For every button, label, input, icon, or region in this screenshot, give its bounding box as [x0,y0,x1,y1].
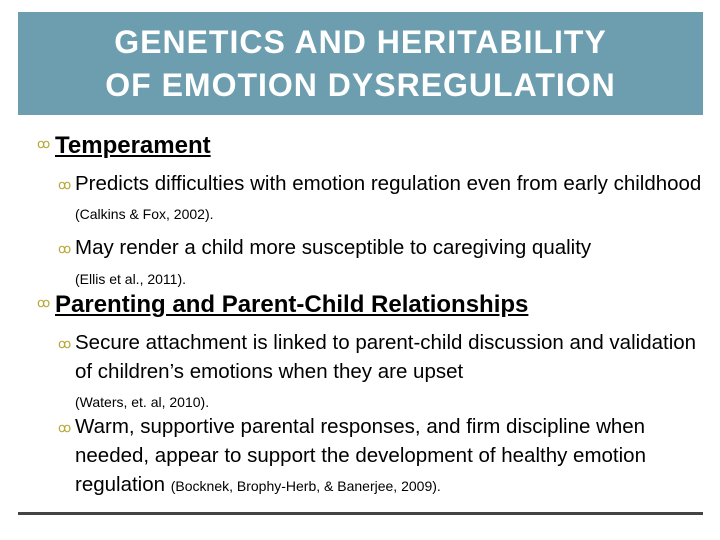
heading-parenting [37,291,529,319]
bullet-icon: ꝏ [58,177,72,192]
footer-divider [18,512,703,515]
heading-text: Temperament [55,132,211,159]
bullet-item [58,412,705,501]
item-text: Warm, supportive parental responses, and firm discipline when needed, appear to support the development of healthy emotion regulation [75,415,646,496]
heading-text: Parenting and Parent-Child Relationships [55,291,529,318]
citation: (Calkins & Fox, 2002). [75,206,214,222]
bullet-item [58,233,705,294]
item-text: Predicts difficulties with emotion regulation even from early childhood [75,172,702,195]
item-text: Secure attachment is linked to parent-child discussion and validation of children’s emotions when they are upset [75,331,697,383]
bullet-icon: ꝏ [58,336,72,351]
bullet-icon: ꝏ [37,136,51,151]
slide-title [18,12,703,115]
bullet-icon: ꝏ [58,241,72,256]
citation: (Waters, et. al, 2010). [75,394,210,410]
title-line-2: OF EMOTION DYSREGULATION [105,66,616,103]
item-text: May render a child more susceptible to caregiving quality [75,236,592,259]
citation: (Bocknek, Brophy-Herb, & Banerjee, 2009). [170,478,441,494]
heading-temperament [37,132,211,160]
bullet-icon: ꝏ [37,295,51,310]
bullet-icon: ꝏ [58,420,72,435]
bullet-item [58,328,705,417]
title-line-1: GENETICS AND HERITABILITY [114,23,607,60]
citation: (Ellis et al., 2011). [75,271,187,287]
bullet-item [58,169,705,229]
